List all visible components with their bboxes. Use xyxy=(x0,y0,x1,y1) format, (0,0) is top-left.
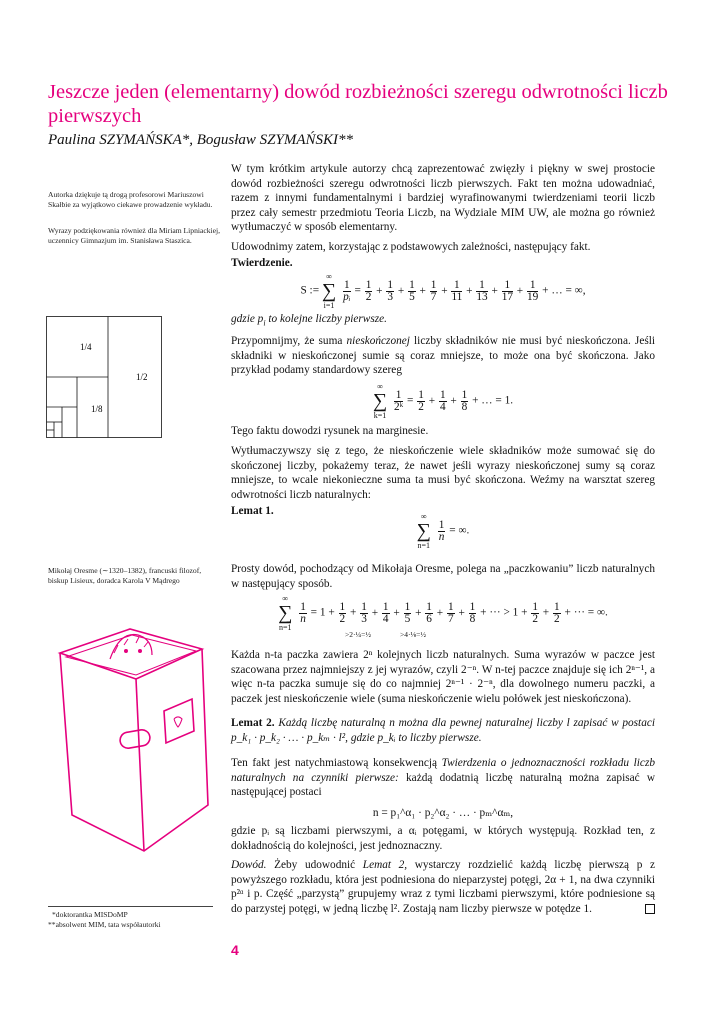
brace-label-2: >4·⅛=½ xyxy=(400,630,426,639)
where-alpha-paragraph: gdzie pᵢ są liczbami pierwszymi, a αᵢ potęgami, w których występują. Rozkład ten, z dokładnością do kolejności, jest jednoznaczny. xyxy=(231,825,655,852)
harmonic-series-equation xyxy=(231,512,655,550)
recall-paragraph: Przypomnijmy, że suma nieskończonej liczby składników nie musi być nieskończona. Jeśli składniki w nieskończonej sumie są coraz mniejsze, to może ona być skończona. Jako przykład podamy standardowy szereg xyxy=(231,335,656,376)
oresme-half-2: $\frac{1}{2}$ xyxy=(554,600,560,625)
prime-term-7: $\frac{1}{7}$ xyxy=(430,278,437,303)
acknowledgement-note-1: Autorka dziękuje tą drogą profesorowi Mariuszowi Skałbie za wyjątkowo ciekawe prowadzenie wykładu. xyxy=(48,190,213,209)
oresme-paragraph: Prosty dowód, pochodzący od Mikołaja Oresme, polega na „paczkowaniu” liczb naturalnych w następujący sposób. xyxy=(231,563,655,590)
geo-sum-symbol: ∞ ∑ k=1 xyxy=(372,382,388,420)
acknowledgement-note-2: Wyrazy podziękowania również dla Miriam Lipniackiej, uczennicy Gimnazjum im. Stanisława Staszica. xyxy=(48,226,221,245)
where-p-note: gdzie $p_i$ to kolejne liczby pierwsze. xyxy=(231,313,387,328)
prove-paragraph xyxy=(231,240,655,255)
term-1-over-pi: $\frac{1}{\text{pᵢ}}$ xyxy=(343,278,351,303)
brace-label-1: >2·¼=½ xyxy=(345,630,371,639)
footnote-separator xyxy=(48,906,213,907)
eighth-label: 1/8 xyxy=(91,404,103,414)
prime-series-terms: $\frac{1}{2}$ + $\frac{1}{3}$ + $\frac{1}{5}$ + $\frac{1}{7}$ + $\frac{1}{11}$ + $\frac{1}{13}$ + $\frac{1}{17}$ + $\frac{1}{19}$ xyxy=(365,278,539,303)
factorization-equation: n = p₁^α₁ · p₂^α₂ · … · pₘ^αₘ, xyxy=(372,807,514,819)
box-illustration xyxy=(52,615,222,855)
harmonic-tail: = ∞. xyxy=(449,524,470,537)
footnote-2: **absolwent MIM, tata współautorki xyxy=(48,920,161,929)
geo-series-terms: $\frac{1}{2}$ + $\frac{1}{4}$ + $\frac{1}{8}$ xyxy=(418,388,468,413)
oresme-sum-symbol: ∞ ∑ n=1 xyxy=(278,594,293,632)
oresme-group-term-6: $\frac{1}{6}$ xyxy=(426,600,432,625)
oresme-group-term-4: $\frac{1}{4}$ xyxy=(382,600,389,625)
harmonic-sum-symbol: ∞ ∑ n=1 xyxy=(416,512,431,550)
geo-term: $\frac{1}{\text{2ᵏ}}$ xyxy=(394,388,404,413)
page-number: 4 xyxy=(231,942,239,958)
prime-term-11: $\frac{1}{11}$ xyxy=(451,278,463,303)
geo-tail: + … = 1. xyxy=(472,394,514,407)
oresme-term-2: $\frac{1}{2}$ xyxy=(339,600,346,625)
sum-symbol: ∞ ∑ i=1 xyxy=(321,272,337,310)
oresme-mid: + ··· > 1 + xyxy=(480,606,528,619)
oresme-equation: ∞ ∑ n=1 $\frac{1}{n}$ = 1 + $\frac{1}{2}$ + $\frac{1}{3}$ + $\frac{1}{4}$ + $\frac{1}{5}$ + $\frac{1}{6}$ + $\frac{1}{7}$ + $\frac{1}{8}$ + ··· > 1 + $\frac{1}{2}$ + $\frac{1}{2}$ + ··· = ∞. xyxy=(278,594,608,632)
geo-term-2: $\frac{1}{2}$ xyxy=(418,388,424,413)
prime-term-13: $\frac{1}{13}$ xyxy=(476,278,488,303)
harmonic-term: $\frac{1}{n}$ xyxy=(438,518,445,543)
oresme-caption: Mikołaj Oresme (∼1320–1382), francuski filozof, biskup Lisieux, doradca Karola V Mądrego xyxy=(48,566,202,585)
oresme-tail: + ··· = ∞. xyxy=(564,606,608,619)
package-paragraph: Każda n-ta paczka zawiera 2ⁿ kolejnych liczb naturalnych. Suma wyrazów w paczce jest szacowana przez najmniejszy z jej wyrazów, czyli 2⁻ⁿ. W n-tej paczce znajduje się ich 2ⁿ⁻¹, a więc n-ta paczka sumuje się do co najmniej 2ⁿ⁻¹ · 2⁻ⁿ, dla dowolnego numeru paczki, a paczek jest nieskończenie wiele (suma nieskończenie wielu połówek jest nieskończona). xyxy=(231,649,655,705)
proof-paragraph: Dowód. Żeby udowodnić Lemat 2, wystarczy rozdzielić każdą liczbę pierwszą p z powyższego rozkładu, która jest podniesiona do nieparzystej potęgi, 2α + 1, na dwa czynniki p²ᵅ i p. Część „parzystą” grupujemy wraz z tymi liczbami pierwszymi, które podniesione są do parzystej potęgi, w jedną liczbę l². Zostają nam liczby pierwsze w potędze 1. xyxy=(231,859,655,915)
oresme-group-term-3: $\frac{1}{3}$ xyxy=(361,600,367,625)
oresme-grouped-terms: $\frac{1}{3}$ + $\frac{1}{4}$ + $\frac{1}{5}$ + $\frac{1}{6}$ + $\frac{1}{7}$ + $\frac{1}{8}$ xyxy=(361,600,476,625)
intro-text: W tym krótkim artykule autorzy chcą zaprezentować zwięzły i piękny w swej prostocie dowód rozbieżności szeregu odwrotności liczb pierwszych. Fakt ten można udowadniać, razem z innymi fundamentalnymi i bardziej wyrafinowanymi twierdzeniami teorii liczb przez cały semestr przedmiotu Teoria Liczb, na Wydziale MIM UW, ale można go również wytłumaczyć w sposób elementarny. xyxy=(231,163,655,233)
geo-term-8: $\frac{1}{8}$ xyxy=(461,388,468,413)
oresme-group-term-8: $\frac{1}{8}$ xyxy=(469,600,476,625)
prime-term-3: $\frac{1}{3}$ xyxy=(387,278,394,303)
article-title: Jeszcze jeden (elementarny) dowód rozbieżności szeregu odwrotności liczb pierwszych xyxy=(48,81,668,127)
figure-reference: Tego faktu dowodzi rysunek na marginesie. xyxy=(231,425,429,437)
intro-paragraph xyxy=(231,162,655,235)
authors: Paulina SZYMAŃSKA*, Bogusław SZYMAŃSKI** xyxy=(48,132,354,148)
half-label: 1/2 xyxy=(136,372,148,382)
oresme-group-term-5: $\frac{1}{5}$ xyxy=(404,600,411,625)
oresme-group-term-7: $\frac{1}{7}$ xyxy=(447,600,454,625)
infinity-tail: + … = ∞, xyxy=(542,284,586,297)
geometric-series-equation: ∞ ∑ k=1 $\frac{1}{\text{2ᵏ}}$ = $\frac{1}{2}$ + $\frac{1}{4}$ + $\frac{1}{8}$ + … = 1. xyxy=(372,382,514,420)
footnote-1: *doktorantka MISDoMP xyxy=(52,910,128,919)
theorem-equation: S := ∞ ∑ i=1 $\frac{1}{\text{pᵢ}}$ = $\frac{1}{2}$ + $\frac{1}{3}$ + $\frac{1}{5}$ + $\frac{1}{7}$ + $\frac{1}{11}$ + $\frac{1}{13}$ + $\frac{1}{17}$ + $\frac{1}{19}$ + … = ∞, xyxy=(300,272,586,310)
oresme-half-1: $\frac{1}{2}$ xyxy=(532,600,538,625)
lemma-1-label: Lemat 1. xyxy=(231,505,274,517)
prime-term-5: $\frac{1}{5}$ xyxy=(409,278,415,303)
prime-term-19: $\frac{1}{19}$ xyxy=(527,278,539,303)
geometric-series-figure xyxy=(46,316,162,438)
qed-square xyxy=(645,904,655,914)
s-lhs: S := xyxy=(300,284,320,297)
quarter-label: 1/4 xyxy=(80,342,92,352)
lemma-2: Lemat 2. Każdą liczbę naturalną n można dla pewnej naturalnej liczby l zapisać w postaci p_k₁ · p_k₂ · … · p_kₘ · l², gdzie p_kᵢ to liczby pierwsze. xyxy=(231,717,656,744)
prime-term-2: $\frac{1}{2}$ xyxy=(365,278,372,303)
prove-text: Udowodnimy zatem, korzystając z podstawowych zależności, następujący fakt. xyxy=(231,241,591,253)
oresme-term-n: $\frac{1}{n}$ xyxy=(300,600,306,625)
theorem-label: Twierdzenie. xyxy=(231,257,293,269)
prime-term-17: $\frac{1}{17}$ xyxy=(501,278,513,303)
explain-paragraph: Wytłumaczywszy się z tego, że nieskończenie wiele składników może sumować się do skończonej liczby, pokażemy teraz, że nawet jeśli wyrazy nieskończonej sumy są coraz mniejsze, to wcale niekonieczne suma ta musi być skończona. Weźmy na warsztat szereg odwrotności liczb naturalnych: xyxy=(231,445,655,501)
consequence-paragraph: Ten fakt jest natychmiastową konsekwencją Twierdzenia o jednoznaczności rozkładu liczb naturalnych na czynniki pierwsze: każdą dodatnią liczbę naturalną można zapisać w następującej postaci xyxy=(231,757,655,798)
geo-term-4: $\frac{1}{4}$ xyxy=(439,388,446,413)
